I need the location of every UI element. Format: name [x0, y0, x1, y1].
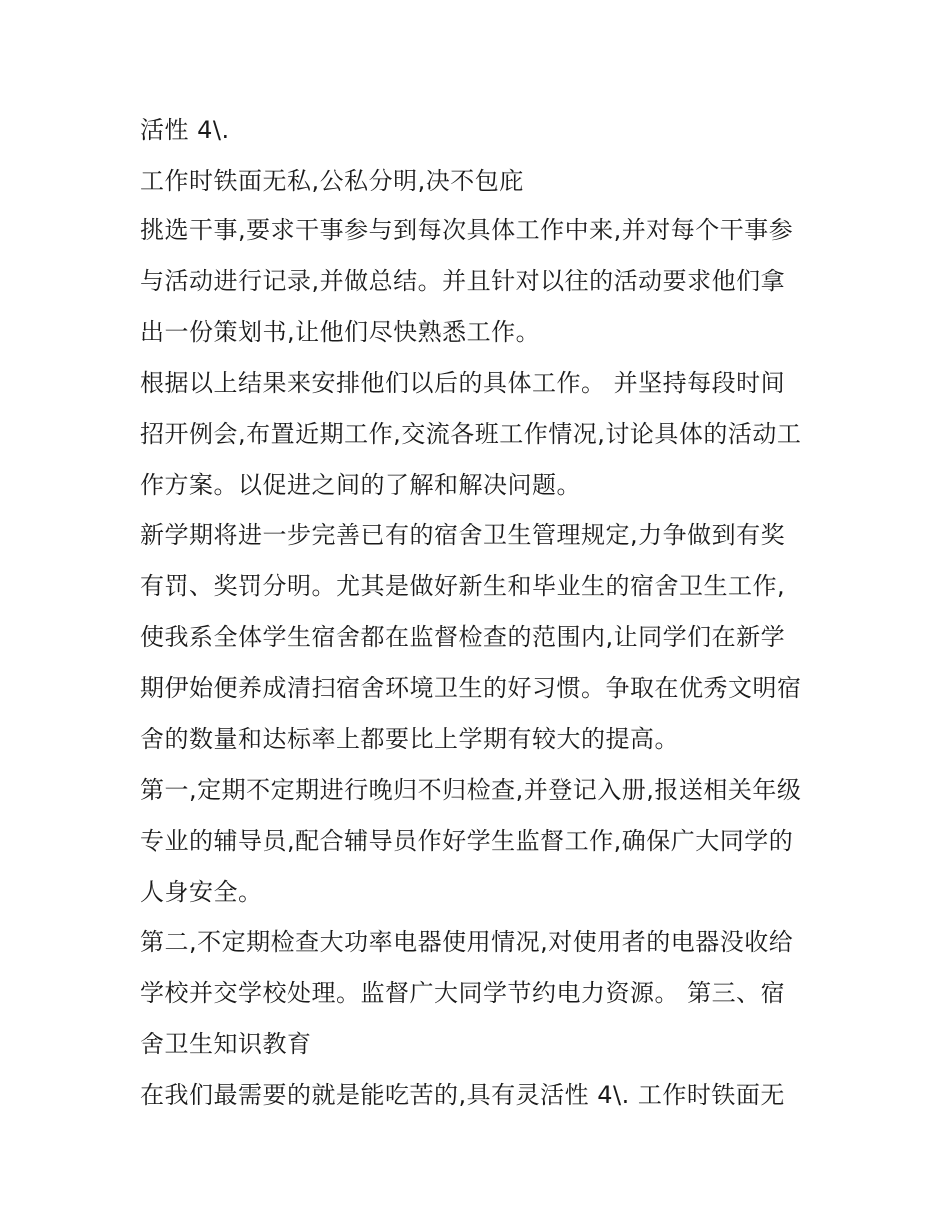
text-line: 专业的辅导员,配合辅导员作好学生监督工作,确保广大同学的	[140, 827, 794, 855]
text-line: 在我们最需要的就是能吃苦的,具有灵活性 4\. 工作时铁面无	[140, 1081, 785, 1109]
text-line: 第一,定期不定期进行晚归不归检查,并登记入册,报送相关年级	[140, 776, 802, 804]
text-line: 有罚、奖罚分明。尤其是做好新生和毕业生的宿舍卫生工作,	[140, 572, 786, 600]
text-line: 舍卫生知识教育	[140, 1030, 312, 1058]
text-line: 与活动进行记录,并做总结。并且针对以往的活动要求他们拿	[140, 267, 786, 295]
text-line: 新学期将进一步完善已有的宿舍卫生管理规定,力争做到有奖	[140, 521, 786, 549]
text-line: 工作时铁面无私,公私分明,决不包庇	[140, 167, 524, 195]
text-line: 挑选干事,要求干事参与到每次具体工作中来,并对每个干事参	[140, 216, 794, 244]
text-line: 人身安全。	[140, 878, 263, 906]
text-line: 作方案。以促进之间的了解和解决问题。	[140, 471, 581, 499]
text-line: 使我系全体学生宿舍都在监督检查的范围内,让同学们在新学	[140, 623, 786, 651]
text-line: 出一份策划书,让他们尽快熟悉工作。	[140, 318, 541, 346]
text-line: 活性 4\.	[140, 116, 230, 144]
text-line: 招开例会,布置近期工作,交流各班工作情况,讨论具体的活动工	[140, 420, 802, 448]
text-line: 学校并交学校处理。监督广大同学节约电力资源。 第三、宿	[140, 979, 786, 1007]
text-line: 根据以上结果来安排他们以后的具体工作。 并坚持每段时间	[140, 369, 786, 397]
text-line: 第二,不定期检查大功率电器使用情况,对使用者的电器没收给	[140, 928, 794, 956]
text-line: 期伊始便养成清扫宿舍环境卫生的好习惯。争取在优秀文明宿	[140, 674, 802, 702]
text-line: 舍的数量和达标率上都要比上学期有较大的提高。	[140, 725, 679, 753]
